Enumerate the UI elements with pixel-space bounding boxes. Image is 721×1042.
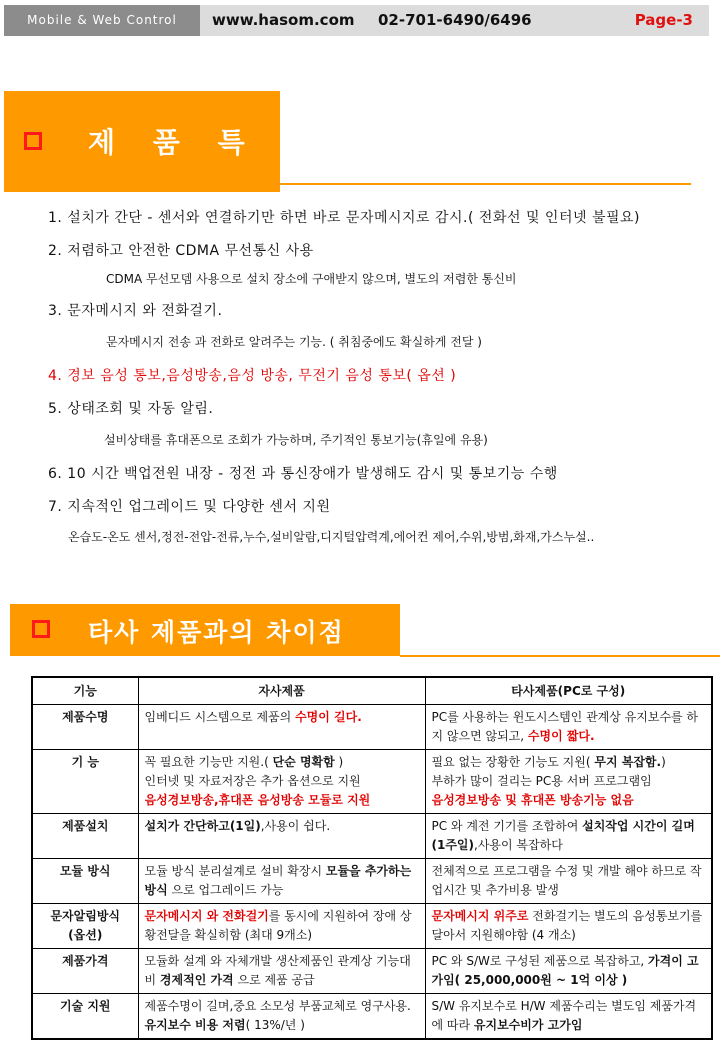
- cell-theirs: [425, 904, 712, 949]
- cell-text-run: 제품수명이 길며,중요 소모성 부품교체로 영구사용.: [144, 999, 411, 1013]
- cell-theirs: [425, 705, 712, 750]
- cell-text-run: 가격이 고가임( 25,000,000원 ~ 1억 이상 ): [431, 954, 699, 987]
- feature-item-7: 7. 지속적인 업그레이드 및 다양한 센서 지원: [48, 499, 331, 515]
- cell-text-run: 부하가 많이 걸리는 PC용 서버 프로그램임: [431, 774, 652, 788]
- section-features-title: 제 품 특 징: [88, 126, 324, 159]
- section-comparison-title: 타사 제품과의 차이점: [88, 618, 345, 647]
- feature-item-7-detail: 온습도-온도 센서,정전-전압-전류,누수,설비알람,디지털압력계,에어컨 제어,수위,방범,화재,가스누설..: [68, 530, 595, 544]
- cell-text-run: ( 13%/년 ): [245, 1018, 305, 1032]
- row-label: [32, 859, 138, 904]
- cell-line: [145, 753, 419, 772]
- section-divider: [280, 183, 691, 185]
- cell-theirs: [425, 994, 712, 1040]
- row-label-text: 제품설치: [62, 819, 109, 833]
- checkbox-bullet-icon: [32, 620, 50, 638]
- cell-text-run: 전화걸기는 별도의 음성통보기를 달아서 지원해야함 (4 개소): [431, 909, 703, 942]
- table-row: [32, 949, 712, 994]
- cell-text-run: 전체적으로 프로그램을 수정 및 개발 해야 하므로 작업시간 및 추가비용 발생: [431, 864, 702, 897]
- checkbox-bullet-icon: [24, 132, 42, 150]
- cell-text-run: ): [334, 755, 344, 769]
- feature-item-6: 6. 10 시간 백업전원 내장 - 정전 과 통신장애가 발생해도 감시 및 통보기능 수행: [48, 466, 558, 482]
- row-label: [32, 949, 138, 994]
- cell-text-run: 경제적인 가격: [159, 973, 234, 987]
- cell-theirs: [425, 859, 712, 904]
- table-row: [32, 859, 712, 904]
- cell-text-run: 인터넷 및 자료저장은 추가 옵션으로 지원: [144, 774, 361, 788]
- feature-item-3: 3. 문자메시지 와 전화걸기.: [48, 303, 223, 319]
- page-header: [4, 5, 709, 36]
- cell-text-run: 문자메시지 와 전화걸기: [144, 909, 269, 923]
- table-row: [32, 904, 712, 949]
- cell-text-run: 꼭 필요한 기능만 지원.(: [144, 755, 273, 769]
- row-label: [32, 904, 138, 949]
- table-header-row: [32, 677, 712, 705]
- cell-ours: [138, 705, 425, 750]
- cell-text-run: 임베디드 시스템으로 제품의: [144, 710, 296, 724]
- table-row: [32, 705, 712, 750]
- header-phone: 02-701-6490/6496: [378, 11, 532, 29]
- cell-text-run: 수명이 길다.: [295, 710, 362, 724]
- table-header-ours: 자사제품: [138, 677, 425, 705]
- table-header-theirs: 타사제품(PC로 구성): [425, 677, 712, 705]
- row-label-text: 문자알림방식: [50, 909, 121, 923]
- header-page-number: Page-3: [634, 11, 693, 29]
- cell-theirs: [425, 750, 712, 814]
- header-info-bar: [200, 5, 709, 36]
- cell-text-run: PC 와 계전 기기를 조합하여: [431, 819, 583, 833]
- feature-item-1: 1. 설치가 간단 - 센서와 연결하기만 하면 바로 문자메시지로 감시.( 전화선 및 인터넷 불필요): [48, 210, 640, 226]
- feature-item-5-detail: 설비상태를 휴대폰으로 조회가 가능하며, 주기적인 통보기능(휴일에 유용): [104, 433, 488, 447]
- row-label-text: (옵션): [68, 928, 103, 942]
- row-label-text: 기술 지원: [59, 999, 111, 1013]
- cell-text-run: 설치작업 시간이 길며 (1주일): [431, 819, 695, 852]
- cell-theirs: [425, 949, 712, 994]
- cell-ours: [138, 904, 425, 949]
- cell-text-run: ,사용이 쉽다.: [260, 819, 331, 833]
- feature-item-3-detail: 문자메시지 전송 과 전화로 알려주는 기능. ( 취침중에도 확실하게 전달 ): [106, 335, 482, 349]
- row-label: [32, 705, 138, 750]
- cell-ours: [138, 994, 425, 1040]
- cell-text-run: ,사용이 복잡하다: [474, 838, 563, 852]
- row-label-text: 제품가격: [62, 954, 109, 968]
- section-features-heading: [4, 91, 324, 192]
- cell-text-run: 설치가 간단하고(1일): [144, 819, 261, 833]
- cell-text-run: ): [661, 755, 666, 769]
- feature-item-5: 5. 상태조회 및 자동 알림.: [48, 401, 214, 417]
- cell-ours: [138, 949, 425, 994]
- cell-text-run: PC를 사용하는 윈도시스템인 관계상 유지보수를 하지 않으면 않되고,: [431, 710, 699, 743]
- table-row: [32, 814, 712, 859]
- row-label-text: 제품수명: [62, 710, 109, 724]
- cell-text-run: 으로 업그레이드 가능: [167, 883, 284, 897]
- cell-text-run: 음성경보방송 및 휴대폰 방송기능 없음: [431, 793, 634, 807]
- cell-text-run: 유지보수 비용 저렴: [144, 1018, 246, 1032]
- cell-theirs: [425, 814, 712, 859]
- header-brand-label: Mobile & Web Control: [4, 5, 200, 36]
- cell-text-run: 으로 제품 공급: [233, 973, 315, 987]
- cell-text-run: 문자메시지 위주로: [431, 909, 529, 923]
- cell-text-run: 단순 명확함: [272, 755, 335, 769]
- row-label: [32, 994, 138, 1040]
- cell-text-run: S/W 유지보수로 H/W 제품수리는 별도임 제품가격에 따라: [431, 999, 697, 1032]
- row-label-text: 기 능: [71, 755, 99, 769]
- cell-ours: [138, 814, 425, 859]
- cell-line: [432, 772, 706, 791]
- cell-text-run: 필요 없는 장황한 기능도 지원(: [431, 755, 595, 769]
- cell-ours: [138, 750, 425, 814]
- cell-line: [145, 791, 419, 810]
- feature-item-2: 2. 저렴하고 안전한 CDMA 무선통신 사용: [48, 243, 314, 259]
- row-label-text: 모듈 방식: [59, 864, 111, 878]
- cell-ours: [138, 859, 425, 904]
- header-site: www.hasom.com: [212, 11, 355, 29]
- cell-text-run: 를 동시에 지원하여 장애 상황전달을 확실히함 (최대 9개소): [144, 909, 412, 942]
- table-header-feature: 기능: [32, 677, 138, 705]
- row-label: [32, 814, 138, 859]
- section-divider: [400, 655, 720, 657]
- feature-item-4: 4. 경보 음성 통보,음성방송,음성 방송, 무전기 음성 통보( 옵션 ): [48, 368, 457, 384]
- cell-text-run: PC 와 S/W로 구성된 제품으로 복잡하고,: [431, 954, 649, 968]
- cell-line: [145, 772, 419, 791]
- table-row: [32, 750, 712, 814]
- cell-line: [432, 791, 706, 810]
- cell-line: [432, 753, 706, 772]
- cell-text-run: 음성경보방송,휴대폰 음성방송 모듈로 지원: [144, 793, 371, 807]
- cell-text-run: 무지 복잡함.: [594, 755, 662, 769]
- cell-text-run: 유지보수비가 고가임: [473, 1018, 583, 1032]
- cell-text-run: 수명이 짧다.: [527, 729, 595, 743]
- cell-text-run: 모듈을 추가하는 방식: [144, 864, 412, 897]
- section-comparison-heading: [10, 604, 400, 656]
- table-row: [32, 994, 712, 1040]
- row-label: [32, 750, 138, 814]
- feature-item-2-detail: CDMA 무선모뎀 사용으로 설치 장소에 구애받지 않으며, 별도의 저렴한 통신비: [106, 272, 517, 286]
- cell-text-run: 모듈화 설계 와 자체개발 생산제품인 관계상 기능대비: [144, 954, 411, 987]
- comparison-table: [31, 676, 713, 1040]
- cell-text-run: 모듈 방식 분리설계로 설비 확장시: [144, 864, 326, 878]
